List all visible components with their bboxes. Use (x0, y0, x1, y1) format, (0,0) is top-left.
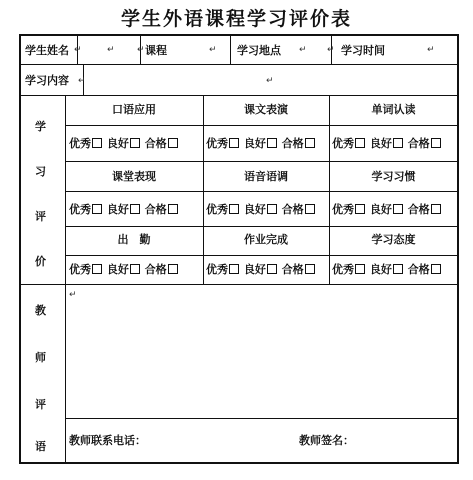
cell-mark: ↵ (137, 45, 145, 55)
checkbox[interactable] (168, 264, 178, 274)
checkbox[interactable] (92, 138, 102, 148)
course-field[interactable]: ↵ (209, 45, 217, 55)
side-char: 师 (35, 351, 46, 364)
rating-group: 优秀 良好 合格 (69, 263, 179, 277)
row-divider (65, 255, 458, 256)
side-char: 价 (35, 255, 46, 268)
course-label: 课程 (145, 44, 167, 57)
row-divider (65, 125, 458, 126)
checkbox[interactable] (267, 138, 277, 148)
checkbox[interactable] (130, 138, 140, 148)
rating-group: 优秀 良好 合格 (69, 137, 179, 151)
row-divider (21, 64, 458, 65)
cell-mark: ↵ (327, 45, 335, 55)
content-field[interactable]: ↵ (266, 76, 274, 86)
checkbox[interactable] (130, 204, 140, 214)
sign-label: 教师签名： (299, 434, 354, 447)
col-divider (329, 95, 330, 284)
checkbox[interactable] (355, 204, 365, 214)
checkbox[interactable] (267, 264, 277, 274)
time-field[interactable]: ↵ (427, 45, 435, 55)
checkbox[interactable] (431, 138, 441, 148)
rating-group: 优秀 良好 合格 (206, 263, 316, 277)
checkbox[interactable] (130, 264, 140, 274)
side-char: 评 (35, 398, 46, 411)
checkbox[interactable] (431, 204, 441, 214)
side-char: 评 (35, 210, 46, 223)
rating-group: 优秀 良好 合格 (332, 203, 442, 217)
row-divider (21, 95, 458, 96)
rating-group: 优秀 良好 合格 (206, 203, 316, 217)
cell-mark: ↵ (74, 45, 82, 55)
name-label: 学生姓名 (25, 44, 69, 57)
rating-group: 优秀 良好 合格 (206, 137, 316, 151)
checkbox[interactable] (92, 204, 102, 214)
row-divider (65, 418, 458, 419)
side-char: 学 (35, 120, 46, 133)
row-divider (21, 284, 458, 285)
side-char: 教 (35, 304, 46, 317)
checkbox[interactable] (355, 138, 365, 148)
phone-label: 教师联系电话： (69, 434, 146, 447)
side-char: 语 (35, 440, 46, 453)
criterion-habits: 学习习惯 (371, 170, 416, 183)
criterion-class: 课堂表现 (112, 170, 156, 183)
checkbox[interactable] (229, 204, 239, 214)
checkbox[interactable] (229, 264, 239, 274)
checkbox[interactable] (305, 264, 315, 274)
criterion-attitude: 学习态度 (371, 233, 416, 246)
cell-mark: ↵ (78, 76, 86, 86)
checkbox[interactable] (393, 204, 403, 214)
criterion-oral: 口语应用 (112, 103, 156, 116)
row-divider (65, 161, 458, 162)
time-label: 学习时间 (341, 44, 385, 57)
rating-group: 优秀 良好 合格 (69, 203, 179, 217)
page-title: 学生外语课程学习评价表 (120, 8, 352, 30)
evaluation-table (19, 34, 459, 464)
checkbox[interactable] (168, 138, 178, 148)
row-divider (65, 226, 458, 227)
checkbox[interactable] (393, 138, 403, 148)
criterion-words: 单词认读 (371, 103, 416, 116)
col-divider (203, 95, 204, 284)
criterion-performance: 课文表演 (244, 103, 288, 116)
checkbox[interactable] (168, 204, 178, 214)
checkbox[interactable] (267, 204, 277, 214)
checkbox[interactable] (229, 138, 239, 148)
checkbox[interactable] (431, 264, 441, 274)
comment-area[interactable]: ↵ (69, 290, 77, 300)
criterion-pronunciation: 语音语调 (244, 170, 288, 183)
checkbox[interactable] (393, 264, 403, 274)
col-divider (65, 95, 66, 464)
criterion-homework: 作业完成 (244, 233, 288, 246)
content-label: 学习内容 (25, 74, 69, 87)
side-char: 习 (35, 165, 46, 178)
checkbox[interactable] (355, 264, 365, 274)
checkbox[interactable] (305, 138, 315, 148)
place-label: 学习地点 (237, 44, 281, 57)
row-divider (65, 191, 458, 192)
checkbox[interactable] (92, 264, 102, 274)
criterion-attendance: 出 勤 (117, 233, 151, 246)
rating-group: 优秀 良好 合格 (332, 263, 442, 277)
checkbox[interactable] (305, 204, 315, 214)
place-field[interactable]: ↵ (299, 45, 307, 55)
col-divider (230, 36, 231, 64)
name-field[interactable]: ↵ (107, 45, 115, 55)
rating-group: 优秀 良好 合格 (332, 137, 442, 151)
